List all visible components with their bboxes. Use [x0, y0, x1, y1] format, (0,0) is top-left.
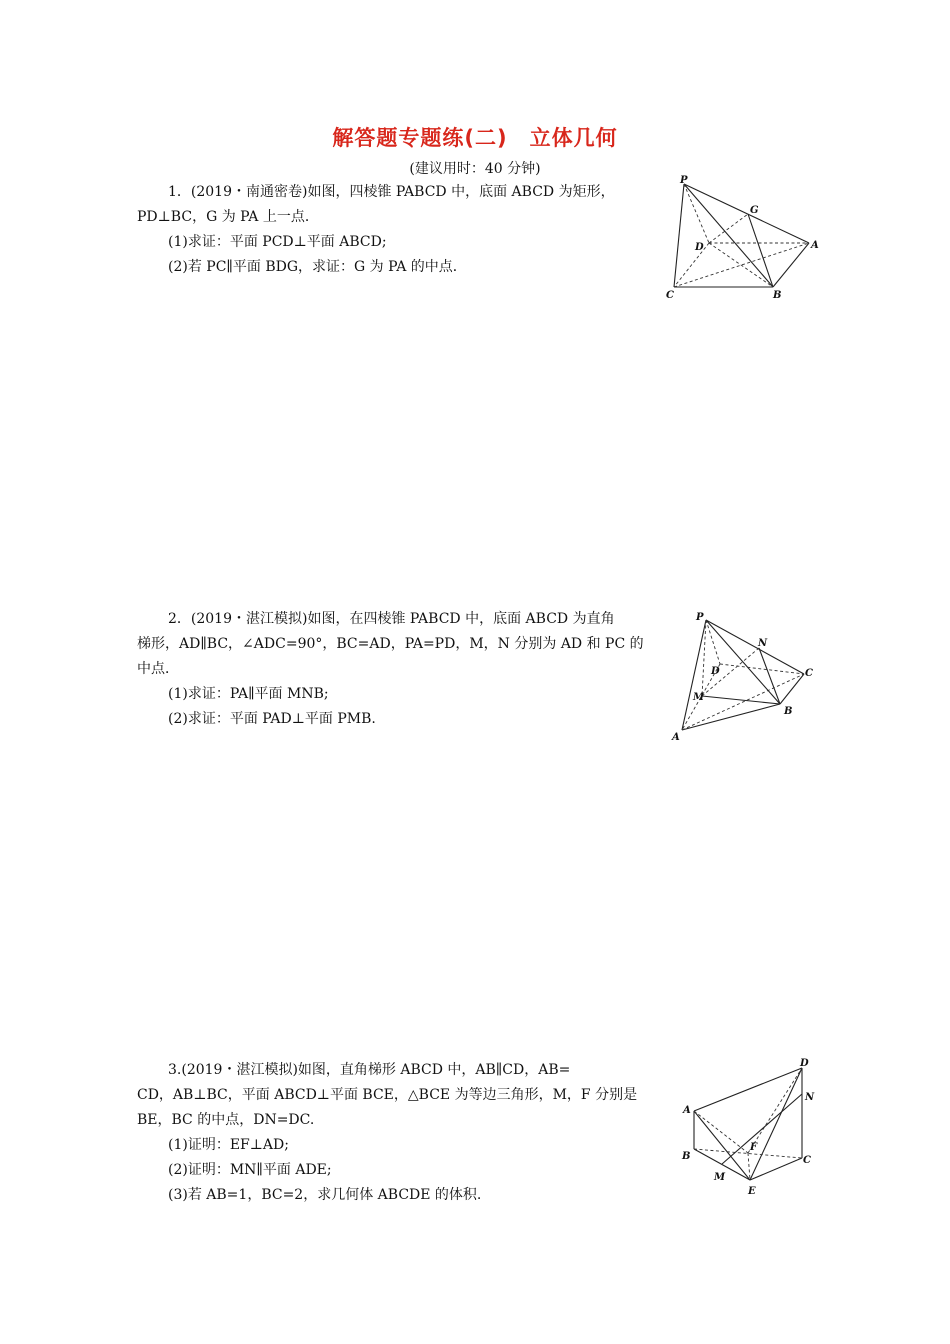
problem-2-question-2: (2)求证：平面 PAD⊥平面 PMB.	[168, 711, 376, 727]
edge-EC	[750, 1158, 802, 1180]
problem-2-figure	[664, 608, 824, 746]
problem-1-stem-line1: 1．(2019・南通密卷)如图，四棱锥 PABCD 中，底面 ABCD 为矩形，	[168, 184, 615, 200]
title-sub: 立体几何	[529, 126, 618, 150]
edge-BA	[773, 243, 809, 287]
label-C: C	[805, 668, 813, 679]
problem-2-stem-line3: 中点．	[137, 661, 179, 677]
edge-AD	[694, 1068, 802, 1111]
title-main: 解答题专题练(二)	[332, 126, 508, 150]
problem-3-stem-line1: 3.(2019・湛江模拟)如图，直角梯形 ABCD 中，AB∥CD，AB=	[168, 1062, 571, 1078]
label-F: F	[750, 1142, 758, 1153]
label-G: G	[750, 205, 759, 216]
label-N: N	[805, 1092, 815, 1103]
edge-AB	[682, 704, 780, 730]
edge-PA	[684, 184, 809, 243]
problem-1-stem-line2: PD⊥BC，G 为 PA 上一点．	[137, 209, 319, 225]
edge-NB	[759, 648, 780, 704]
edge-BC	[780, 674, 804, 704]
edge-DG	[709, 214, 748, 243]
problem-2-stem-line1: 2．(2019・湛江模拟)如图，在四棱锥 PABCD 中，底面 ABCD 为直角	[168, 611, 615, 627]
problem-1-question-2: (2)若 PC∥平面 BDG，求证：G 为 PA 的中点．	[168, 259, 467, 275]
label-A: A	[811, 240, 819, 251]
edge-DC	[720, 664, 804, 674]
label-D: D	[711, 666, 720, 677]
label-C: C	[803, 1155, 811, 1166]
problem-2-question-1: (1)求证：PA∥平面 MNB;	[168, 686, 329, 702]
label-D: D	[695, 242, 704, 253]
label-P: P	[680, 175, 688, 186]
problem-3-question-2: (2)证明：MN∥平面 ADE;	[168, 1162, 332, 1178]
edge-PA	[682, 620, 706, 730]
edge-AE	[694, 1111, 750, 1180]
problem-3-stem-line3: BE，BC 的中点，DN=DC.	[137, 1112, 315, 1128]
edge-FE	[748, 1153, 750, 1180]
problem-3-figure	[672, 1056, 832, 1206]
problem-3-stem-line2: CD，AB⊥BC，平面 ABCD⊥平面 BCE，△BCE 为等边三角形，M，F 分别是	[137, 1087, 638, 1103]
label-B: B	[682, 1151, 691, 1162]
problem-2-stem-line2: 梯形，AD∥BC，∠ADC=90°，BC=AD，PA=PD，M，N 分别为 AD 和 PC 的	[137, 636, 644, 652]
label-M: M	[693, 692, 705, 703]
edge-GB	[748, 214, 773, 287]
problem-3-question-1: (1)证明：EF⊥AD;	[168, 1137, 289, 1153]
label-N: N	[758, 638, 768, 649]
edge-DE	[750, 1068, 802, 1180]
label-A: A	[672, 732, 680, 743]
label-D: D	[800, 1058, 809, 1069]
edge-PC	[674, 184, 684, 287]
edge-AF	[694, 1111, 748, 1153]
page-title	[0, 122, 950, 152]
edge-PC	[706, 620, 804, 674]
problem-1	[137, 180, 662, 280]
label-E: E	[748, 1186, 756, 1197]
problem-1-question-1: (1)求证：平面 PCD⊥平面 ABCD;	[168, 234, 387, 250]
label-C: C	[666, 290, 674, 301]
problem-3	[137, 1058, 662, 1208]
time-suggestion: (建议用时：40 分钟)	[409, 161, 541, 177]
edge-PB	[684, 184, 773, 287]
edge-PD	[684, 184, 709, 243]
label-M: M	[714, 1172, 726, 1183]
edge-DC	[674, 243, 709, 287]
edge-FD	[748, 1068, 802, 1153]
problem-3-question-3: (3)若 AB=1，BC=2，求几何体 ABCDE 的体积.	[168, 1187, 482, 1203]
label-P: P	[696, 612, 704, 623]
problem-2	[137, 607, 662, 732]
label-B: B	[784, 706, 793, 717]
edge-MB	[702, 696, 780, 704]
edge-PB	[706, 620, 780, 704]
label-B: B	[773, 290, 782, 301]
problem-1-figure	[664, 174, 824, 306]
label-A: A	[683, 1105, 691, 1116]
